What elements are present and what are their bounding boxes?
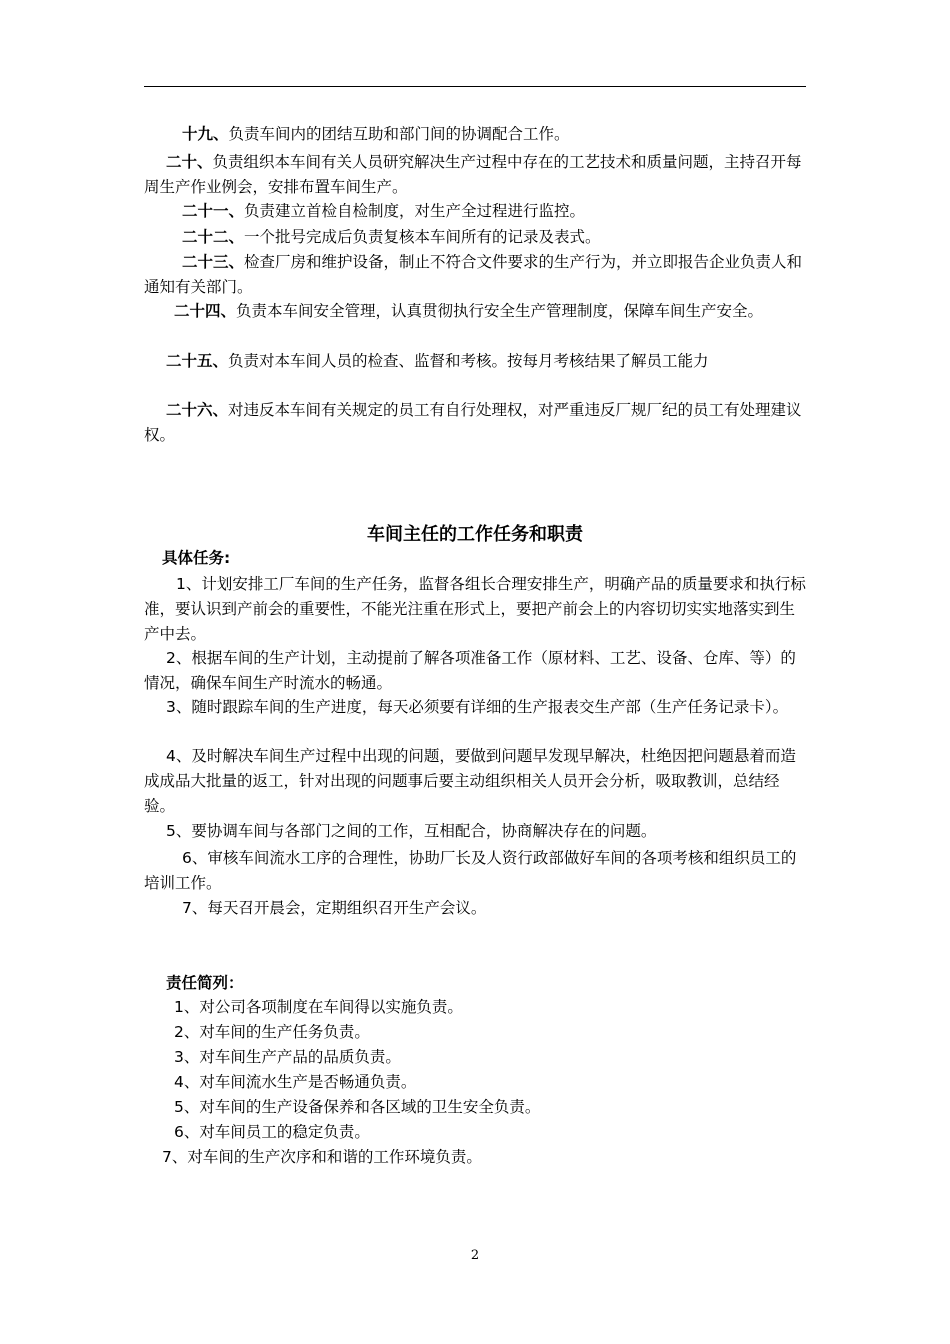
item-text: 检查厂房和维护设备，制止不符合文件要求的生产行为，并立即报告企业负责人和通知有关部门。 xyxy=(144,253,803,296)
task-item-1: 1、计划安排工厂车间的生产任务，监督各组长合理安排生产，明确产品的质量要求和执行标准，要认识到产前会的重要性，不能光注重在形式上，要把产前会上的内容切切实实地落实到生产中去。 xyxy=(144,575,806,643)
task-item-2: 2、根据车间的生产计划，主动提前了解各项准备工作（原材料、工艺、设备、仓库、等）的情况，确保车间生产时流水的畅通。 xyxy=(144,649,796,692)
duty-item-5: 5、对车间的生产设备保养和各区域的卫生安全负责。 xyxy=(174,1098,541,1116)
duty-item-3: 3、对车间生产产品的品质负责。 xyxy=(174,1048,401,1066)
task-item-3: 3、随时跟踪车间的生产进度，每天必须要有详细的生产报表交生产部（生产任务记录卡）。 xyxy=(166,698,789,716)
duty-item-6: 6、对车间员工的稳定负责。 xyxy=(174,1123,370,1141)
item-number: 二十五、 xyxy=(166,352,229,370)
task-item-7: 7、每天召开晨会，定期组织召开生产会议。 xyxy=(182,899,487,917)
item-number: 二十三、 xyxy=(182,253,245,271)
item-text: 对违反本车间有关规定的员工有自行处理权，对严重违反厂规厂纪的员工有处理建议权。 xyxy=(144,401,802,444)
item-text: 一个批号完成后负责复核本车间所有的记录及表式。 xyxy=(244,228,601,246)
item-text: 负责车间内的团结互助和部门间的协调配合工作。 xyxy=(228,125,570,143)
task-item-5: 5、要协调车间与各部门之间的工作，互相配合，协商解决存在的问题。 xyxy=(166,822,657,840)
item-text: 负责本车间安全管理，认真贯彻执行安全生产管理制度，保障车间生产安全。 xyxy=(236,302,764,320)
item-23 xyxy=(144,250,806,300)
item-20 xyxy=(144,150,806,200)
duties-heading: 责任简列： xyxy=(166,974,244,992)
item-number: 二十六、 xyxy=(166,401,229,419)
duty-item-2: 2、对车间的生产任务负责。 xyxy=(174,1023,370,1041)
task-item-6: 6、审核车间流水工序的合理性，协助厂长及人资行政部做好车间的各项考核和组织员工的培训工作。 xyxy=(144,849,797,892)
item-number: 二十四、 xyxy=(174,302,237,320)
item-number: 十九、 xyxy=(182,125,229,143)
page-number: 2 xyxy=(470,1248,480,1263)
item-21 xyxy=(144,199,806,224)
item-number: 二十二、 xyxy=(182,228,245,246)
item-number: 二十、 xyxy=(166,153,213,171)
duty-item-1: 1、对公司各项制度在车间得以实施负责。 xyxy=(174,998,463,1016)
item-24 xyxy=(144,299,806,324)
task-item-4: 4、及时解决车间生产过程中出现的问题，要做到问题早发现早解决，杜绝因把问题悬着而造成成品大批量的返工，针对出现的问题事后要主动组织相关人员开会分析，吸取教训，总结经验。 xyxy=(144,747,796,815)
item-text: 负责建立首检自检制度，对生产全过程进行监控。 xyxy=(244,202,586,220)
item-number: 二十一、 xyxy=(182,202,245,220)
item-text: 负责组织本车间有关人员研究解决生产过程中存在的工艺技术和质量问题，主持召开每周生产作业例会，安排布置车间生产。 xyxy=(144,153,802,196)
section-title: 车间主任的工作任务和职责 xyxy=(367,524,583,545)
item-25 xyxy=(144,349,806,374)
item-26 xyxy=(144,398,806,448)
item-22 xyxy=(144,225,806,250)
item-19 xyxy=(144,122,806,147)
item-text: 负责对本车间人员的检查、监督和考核。按每月考核结果了解员工能力 xyxy=(228,352,709,370)
tasks-heading: 具体任务: xyxy=(162,549,231,567)
duty-item-7: 7、对车间的生产次序和和谐的工作环境负责。 xyxy=(162,1148,482,1166)
duty-item-4: 4、对车间流水生产是否畅通负责。 xyxy=(174,1073,417,1091)
header-rule xyxy=(144,86,806,87)
